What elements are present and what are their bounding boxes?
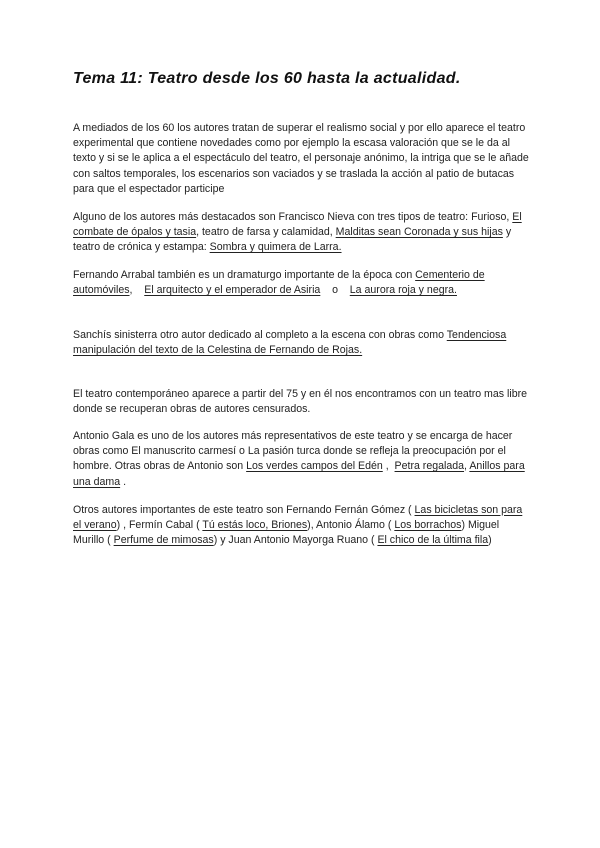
paragraph-text: A mediados de los 60 los autores tratan de superar el realismo social y por ello aparece el teatro experimental que contiene novedades como por ejemplo la escasa valoración que se le da al texto y si se le aplica a el espectáculo del teatro, el personaje anónimo, la intriga que se le añade con saltos temporales, los escenarios son vaciados y se traslada la acción al patio de butacas para que el espectador participe [73, 121, 529, 196]
paragraph-text: o [320, 284, 350, 296]
page-title: Tema 11: Teatro desde los 60 hasta la actualidad. [73, 70, 461, 87]
paragraph-text: Antonio Gala es uno de los autores más representativos de este teatro y se encarga de hacer obras como El manuscrito carmesí o La pasión turca donde se refleja la preocupación por el hombre. Otras obras de Antonio son [73, 429, 513, 473]
paragraph-text: Alguno de los autores más destacados son Francisco Nieva con tres tipos de teatro: Furioso, [73, 210, 513, 223]
work-title-underlined: El chico de la última fila [377, 534, 489, 547]
work-title-underlined: Malditas sean Coronada y sus hijas [335, 226, 503, 238]
paragraph-text: , [382, 460, 395, 473]
paragraph-text: ), Antonio Álamo ( [307, 519, 395, 531]
work-title-underlined: Tendenciosa manipulación del texto de la Celestina de Fernando de Rojas. [73, 328, 507, 356]
paragraph-text: Otros autores importantes de este teatro son Fernando Fernán Gómez ( [73, 503, 415, 516]
paragraph-text: Sanchís sinisterra otro autor dedicado al completo a la escena con obras como [73, 328, 447, 341]
paragraph-sanchis-sinisterra [73, 328, 533, 359]
work-title-underlined: Tú estás loco, Briones [202, 519, 308, 531]
paragraph-teatro-contemporaneo [73, 387, 533, 418]
paragraph-text: , [129, 284, 145, 296]
work-title-underlined: Cementerio de automóviles [73, 268, 485, 296]
work-title-underlined: La aurora roja y negra. [349, 284, 457, 296]
paragraph-teatro-experimental [73, 121, 533, 198]
paragraph-text: El teatro contemporáneo aparece a partir del 75 y en él nos encontramos con un teatro mas libre donde se recuperan obras de autores censurados. [73, 387, 528, 415]
paragraph-text: ) y Juan Antonio Mayorga Ruano ( [213, 534, 378, 547]
work-title-underlined: El combate de ópalos y tasia [73, 210, 522, 238]
paragraph-fernando-arrabal [73, 268, 533, 299]
work-title-underlined: Los verdes campos del Edén [246, 460, 383, 473]
paragraph-text: y teatro de crónica y estampa: [73, 226, 512, 254]
paragraph-text: ) [488, 534, 492, 547]
work-title-underlined: Anillos para una dama [73, 460, 525, 488]
paragraph-francisco-nieva [73, 210, 533, 256]
paragraph-text: , teatro de farsa y calamidad, [196, 226, 336, 238]
paragraph-text: Fernando Arrabal también es un dramaturgo importante de la época con [73, 268, 416, 281]
paragraph-antonio-gala [73, 429, 533, 491]
paragraph-text: . [120, 475, 127, 488]
work-title-underlined: Las bicicletas son para el verano [73, 503, 523, 531]
paragraph-text: , [464, 460, 470, 473]
work-title-underlined: Perfume de mimosas [113, 534, 214, 547]
work-title-underlined: Sombra y quimera de Larra. [209, 241, 342, 254]
paragraph-text: ) , Fermín Cabal ( [116, 519, 203, 531]
paragraph-otros-autores [73, 503, 533, 549]
work-title-underlined: El arquitecto y el emperador de Asiria [144, 284, 321, 296]
paragraph-text: ) Miguel Murillo ( [73, 519, 500, 547]
work-title-underlined: Los borrachos [394, 519, 462, 531]
work-title-underlined: Petra regalada [394, 460, 465, 473]
